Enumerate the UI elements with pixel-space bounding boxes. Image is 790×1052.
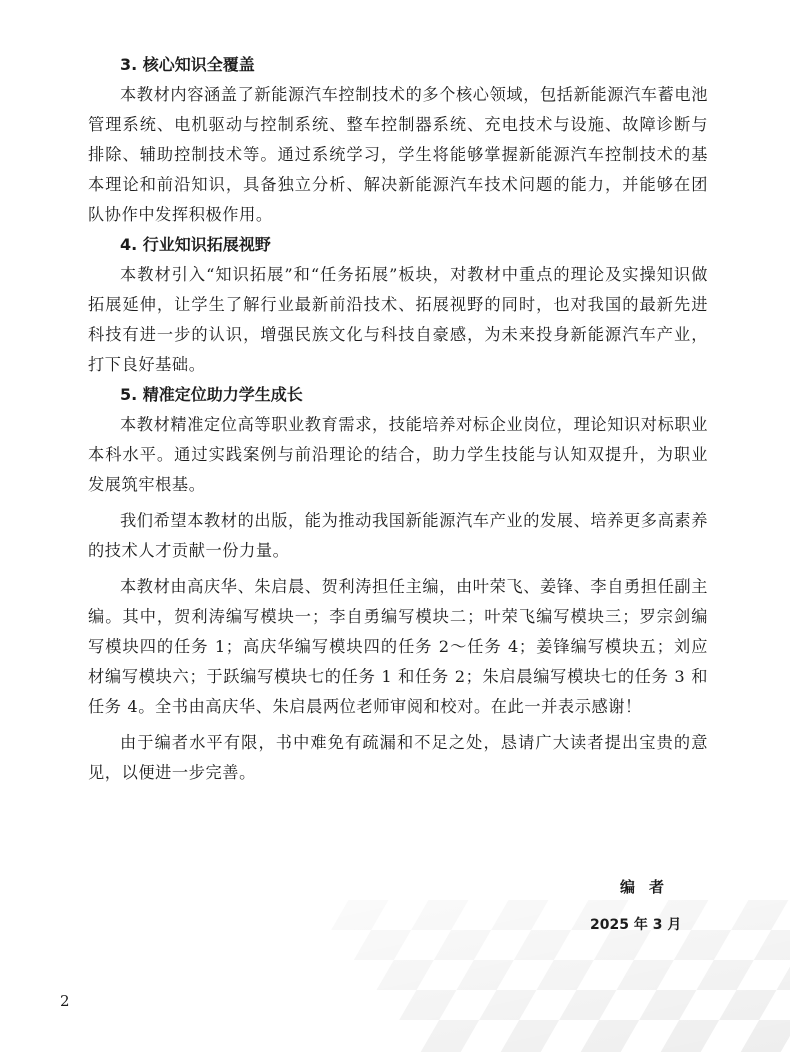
paragraph: 本教材由高庆华、朱启晨、贺利涛担任主编，由叶荣飞、姜锋、李自勇担任副主编。其中，贺利涛编写模块一；李自勇编写模块二；叶荣飞编写模块三；罗宗剑编写模块四的任务 1；高庆华编写模块四的任务 2～任务 4；姜锋编写模块五；刘应材编写模块六；于跃编写模块七的任务 1 和任务 2；朱启晨编写模块七的任务 3 和任务 4。全书由高庆华、朱启晨两位老师审阅和校对。在此一并表示感谢！ xyxy=(88,577,708,716)
section-heading: 5. 精准定位助力学生成长 xyxy=(120,385,303,404)
section-heading: 4. 行业知识拓展视野 xyxy=(120,235,271,254)
paragraph: 本教材精准定位高等职业教育需求，技能培养对标企业岗位，理论知识对标职业本科水平。通过实践案例与前沿理论的结合，助力学生技能与认知双提升，为职业发展筑牢根基。 xyxy=(88,415,708,494)
paragraph: 我们希望本教材的出版，能为推动我国新能源汽车产业的发展、培养更多高素养的技术人才贡献一份力量。 xyxy=(88,511,708,560)
section-5 xyxy=(88,380,708,788)
checkered-decoration xyxy=(0,880,790,1052)
paragraph: 由于编者水平有限，书中难免有疏漏和不足之处，恳请广大读者提出宝贵的意见，以便进一步完善。 xyxy=(88,733,708,782)
section-3 xyxy=(88,50,708,230)
section-heading: 3. 核心知识全覆盖 xyxy=(120,55,255,74)
preface-body xyxy=(88,50,708,788)
section-4 xyxy=(88,230,708,380)
page-number: 2 xyxy=(60,992,70,1010)
paragraph: 本教材引入“知识拓展”和“任务拓展”板块，对教材中重点的理论及实操知识做拓展延伸，让学生了解行业最新前沿技术、拓展视野的同时，也对我国的最新先进科技有进一步的认识，增强民族文化与科技自豪感，为未来投身新能源汽车产业，打下良好基础。 xyxy=(88,265,708,374)
paragraph: 本教材内容涵盖了新能源汽车控制技术的多个核心领域，包括新能源汽车蓄电池管理系统、电机驱动与控制系统、整车控制器系统、充电技术与设施、故障诊断与排除、辅助控制技术等。通过系统学习，学生将能够掌握新能源汽车控制技术的基本理论和前沿知识，具备独立分析、解决新能源汽车技术问题的能力，并能够在团队协作中发挥积极作用。 xyxy=(88,85,708,224)
author-signature: 编者 xyxy=(620,878,679,896)
signature-date: 2025 年 3 月 xyxy=(590,917,682,933)
